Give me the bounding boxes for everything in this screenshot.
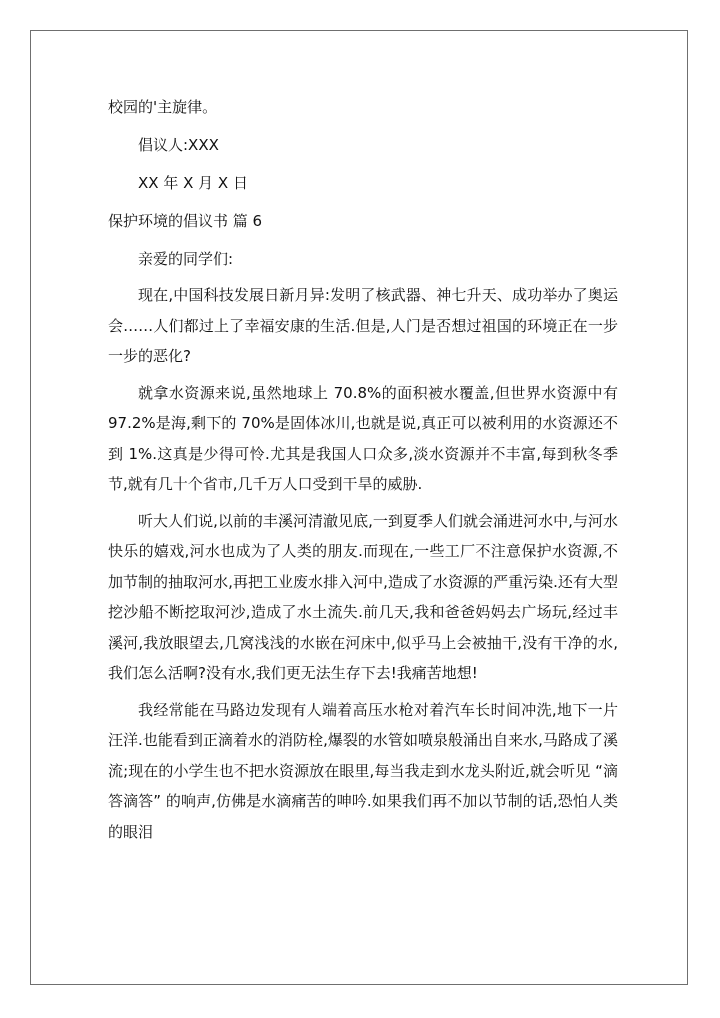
paragraph-4: 我经常能在马路边发现有人端着高压水枪对着汽车长时间冲洗,地下一片汪洋.也能看到正滴着水的消防栓,爆裂的水管如喷泉般涌出自来水,马路成了溪流;现在的小学生也不把水资源放在眼里,每当我走到水龙头附近,就会听见 “滴答滴答” 的响声,仿佛是水滴痛苦的呻吟.如果我们再不加以节制的话,恐怕人类的眼泪: [108, 700, 618, 841]
salutation: 亲爱的同学们:: [138, 250, 234, 268]
proposer-line: 倡议人:XXX: [138, 136, 219, 154]
paragraph-2: 就拿水资源来说,虽然地球上 70.8%的面积被水覆盖,但世界水资源中有 97.2%是海,剩下的 70%是固体冰川,也就是说,真正可以被利用的水资源还不到 1%.这真是少得可怜.尤其是我国人口众多,淡水资源并不丰富,每到秋冬季节,就有几十个省市,几千万人口受到干旱的威胁.: [108, 383, 618, 493]
paragraph-1: 现在,中国科技发展日新月异:发明了核武器、神七升天、成功举办了奥运会……人们都过上了幸福安康的生活.但是,人门是否想过祖国的环境正在一步一步的恶化?: [108, 286, 618, 365]
continuation-line: 校园的'主旋律。: [108, 98, 218, 116]
document-body: [108, 92, 618, 853]
date-line: XX 年 X 月 X 日: [138, 174, 248, 192]
paragraph-3: 听大人们说,以前的丰溪河清澈见底,一到夏季人们就会涌进河水中,与河水快乐的嬉戏,河水也成为了人类的朋友.而现在,一些工厂不注意保护水资源,不加节制的抽取河水,再把工业废水排入河中,造成了水资源的严重污染.还有大型挖沙船不断挖取河沙,造成了水土流失.前几天,我和爸爸妈妈去广场玩,经过丰溪河,我放眼望去,几窝浅浅的水嵌在河床中,似乎马上会被抽干,没有干净的水,我们怎么活啊?没有水,我们更无法生存下去!我痛苦地想!: [108, 511, 618, 682]
section-title: 保护环境的倡议书 篇 6: [108, 212, 263, 230]
